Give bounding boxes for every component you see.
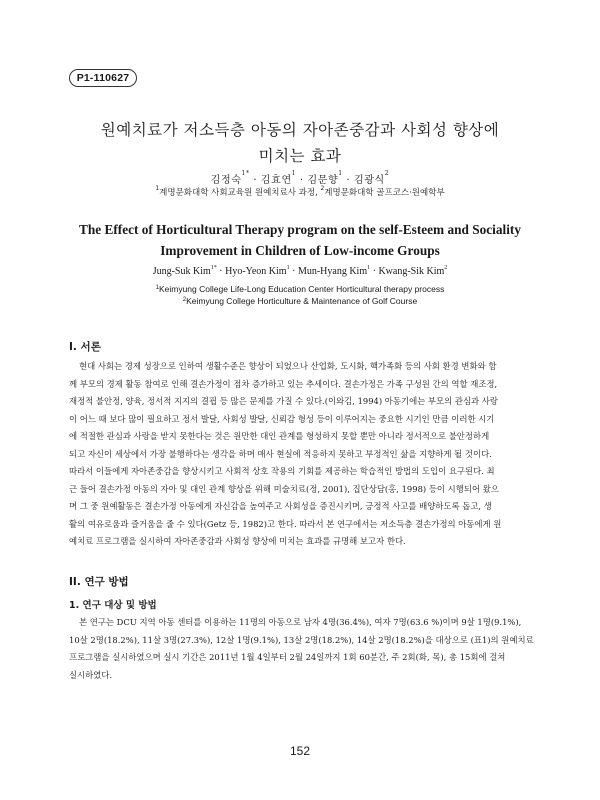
section-heading-methods: II. 연구 방법 <box>69 576 129 588</box>
en-author-4: Kwang-Sik Kim <box>378 266 445 277</box>
separator: · <box>342 175 355 186</box>
body-line: 따라서 이들에게 자아존중감을 향상시키고 사회적 상호 작용의 기회를 제공하는 학습적인 방법의 도입이 요구된다. 최 <box>69 466 495 476</box>
subsection-heading-subjects: 1. 연구 대상 및 방법 <box>69 600 157 611</box>
english-authors <box>40 266 560 277</box>
body-line: 에 적절한 관심과 사랑을 받지 못한다는 것은 원만한 대인 관계를 형성하지 못할 뿐만 아니라 정서적으로 불안정하게 <box>69 431 490 441</box>
author-1-sup: 1* <box>241 170 250 177</box>
body-line: 10살 2명(18.2%), 11살 3명(27.3%), 12살 1명(9.1%), 13살 2명(18.2%), 14살 2명(18.2%)을 대상으로 (표1)의 원예치료 <box>69 634 534 645</box>
korean-title <box>40 117 560 169</box>
separator: · <box>296 175 308 186</box>
aff-1: 계명문화대학 사회교육원 원예치료사 과정, <box>159 188 321 198</box>
author-3: 김문향 <box>307 175 339 186</box>
en-author-2-sup: 1 <box>286 265 290 271</box>
author-2: 김효연 <box>260 175 292 186</box>
en-author-3: Mun-Hyang Kim <box>297 266 368 277</box>
separator: · <box>289 266 298 277</box>
en-aff-2-sup: 2 <box>182 297 187 303</box>
body-line: 예치료 프로그램을 실시하여 자아존중감과 사회성 향상에 미치는 효과를 규명해 보고자 한다. <box>69 536 406 546</box>
en-aff-1: Keimyung College Life-Long Education Center Horticultural therapy process <box>158 284 445 294</box>
aff-1-sup: 1 <box>155 185 160 192</box>
body-line: 재정적 불안정, 양육, 정서적 지지의 결핍 등 많은 문제를 가질 수 있다.(이와김, 1994) 아동기에는 부모의 관심과 사랑 <box>69 396 498 406</box>
author-4: 김광식 <box>354 175 385 186</box>
body-line: 이 어느 때 보다 많이 필요하고 정서 발달, 사회성 발달, 신뢰감 형성 등이 이루어지는 중요한 시기인 만큼 이러한 시기 <box>69 413 495 424</box>
separator: · <box>249 175 261 186</box>
introduction-body <box>69 358 535 551</box>
body-line: 께 부모의 경제 활동 참여로 인해 결손가정이 점차 증가하고 있는 추세이다. 결손가정은 가족 구성원 간의 역할 재조정, <box>69 378 498 389</box>
english-title <box>40 219 560 261</box>
body-line: 프로그램을 실시하였으며 실시 기간은 2011년 1월 4일부터 2월 24일까지 1회 60분간, 주 2회(화, 목), 총 15회에 걸쳐 <box>69 652 506 662</box>
en-author-1-sup: 1* <box>210 265 217 271</box>
author-4-sup: 2 <box>384 170 390 177</box>
methods-body <box>69 614 535 684</box>
en-aff-1-sup: 1 <box>155 285 159 291</box>
en-aff-line-2 <box>40 295 560 307</box>
author-3-sup: 1 <box>338 170 343 177</box>
english-title-line-1: The Effect of Horticultural Therapy program on the self-Esteem and Sociality <box>79 222 521 237</box>
en-author-4-sup: 2 <box>444 265 448 271</box>
body-line: 본 연구는 DCU 지역 아동 센터를 이용하는 11명의 아동으로 남자 4명(36.4%), 여자 7명(63.6 %)이며 9살 1명(9.1%), <box>79 617 522 627</box>
body-line: 며 그 중 원예활동은 결손가정 아동에게 자신감을 높여주고 사회성을 증진시키며, 긍정적 사고를 배양하도록 돕고, 생 <box>69 501 492 511</box>
page-number: 152 <box>289 744 311 758</box>
english-title-line-2: Improvement in Children of Low-income Groups <box>160 243 440 258</box>
en-author-2: Hyo-Yeon Kim <box>225 266 287 277</box>
author-1: 김정숙 <box>210 175 242 186</box>
separator: · <box>370 266 379 277</box>
section-heading-introduction: I. 서론 <box>69 341 101 353</box>
korean-affiliation <box>40 186 560 198</box>
aff-2-sup: 2 <box>320 185 325 192</box>
en-aff-line-1 <box>40 283 560 295</box>
body-line: 되고 자신이 세상에서 가장 불행하다는 생각을 하며 매사 현실에 적응하지 못하고 부정적인 삶을 지향하게 될 것이다. <box>69 448 492 459</box>
paper-id-badge: P1-110627 <box>69 69 137 87</box>
korean-title-line-1: 원예치료가 저소득층 아동의 자아존중감과 사회성 향상에 <box>100 121 500 139</box>
aff-2: 계명문화대학 골프코스·원예학부 <box>324 188 445 198</box>
body-line: 현대 사회는 경제 성장으로 인하여 생활수준은 향상이 되었으나 산업화, 도시화, 핵가족화 등의 사회 환경 변화와 함 <box>79 361 497 371</box>
korean-title-line-2: 미치는 효과 <box>258 147 342 165</box>
korean-authors <box>40 171 560 186</box>
en-author-1: Jung-Suk Kim <box>152 266 211 277</box>
author-2-sup: 1 <box>291 170 297 177</box>
body-line: 실시하였다. <box>69 669 113 680</box>
body-line: 활의 여유로움과 즐거움을 줄 수 있다(Getz 등, 1982)고 한다. 따라서 본 연구에서는 저소득층 결손가정의 아동에게 원 <box>69 518 502 529</box>
separator: · <box>216 266 226 277</box>
en-author-3-sup: 1 <box>367 265 371 271</box>
en-aff-2: Keimyung College Horticulture & Maintenance of Golf Course <box>186 296 418 306</box>
english-affiliation <box>40 283 560 307</box>
body-line: 근 들어 결손가정 아동의 자아 및 대인 관계 향상을 위해 미술치료(정, 2001), 집단상담(홍, 1998) 등이 시행되어 왔으 <box>69 483 499 494</box>
